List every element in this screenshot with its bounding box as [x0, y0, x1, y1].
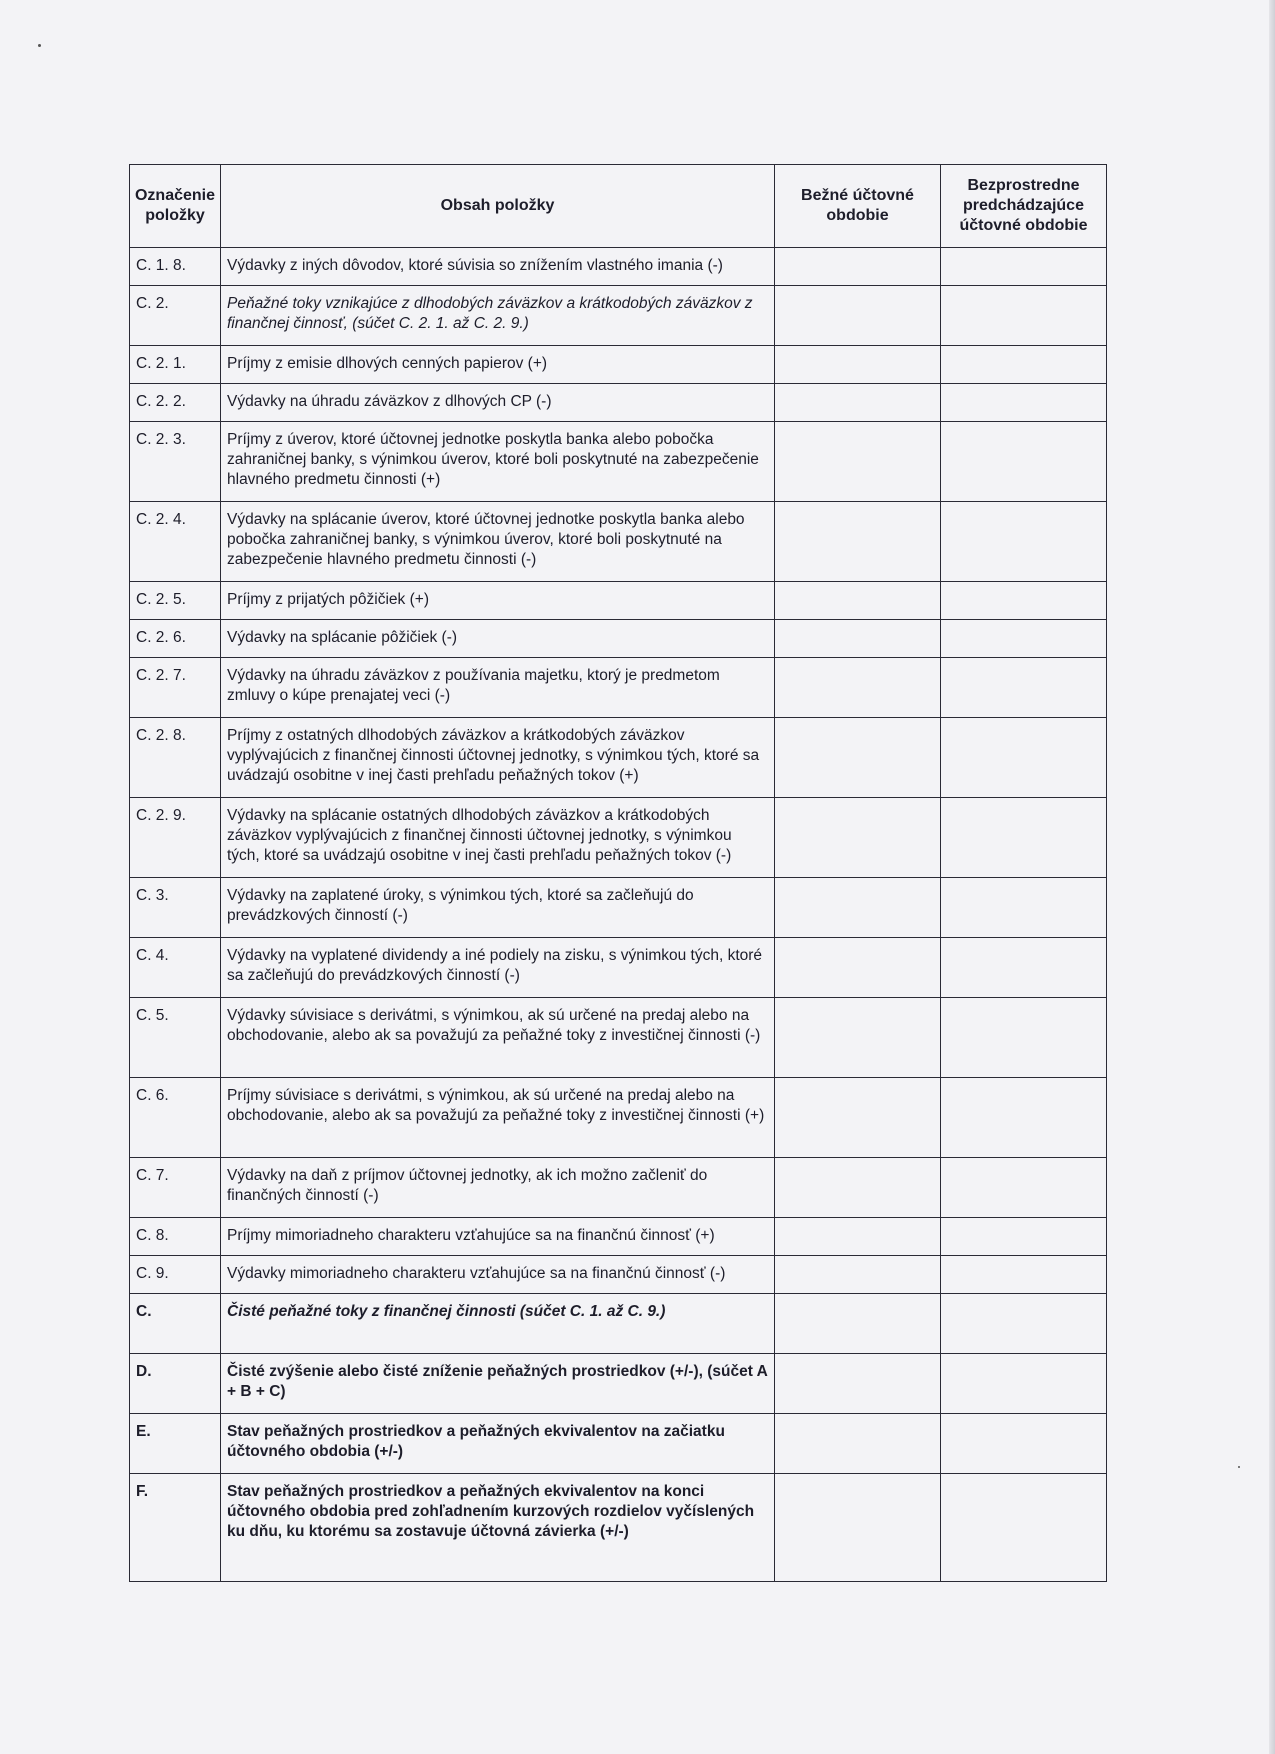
cash-flow-table	[129, 164, 1107, 1582]
header-previous-period: Bezprostredne predchádzajúce účtovné obdobie	[941, 165, 1107, 248]
table-row	[130, 286, 1107, 346]
row-code: F.	[130, 1474, 221, 1582]
row-content: Príjmy mimoriadneho charakteru vzťahujúce sa na finančnú činnosť (+)	[221, 1218, 775, 1256]
row-code: C. 8.	[130, 1218, 221, 1256]
table-row	[130, 718, 1107, 798]
row-code: C. 4.	[130, 938, 221, 998]
header-current-period: Bežné účtovné obdobie	[775, 165, 941, 248]
current-period-cell	[775, 658, 941, 718]
previous-period-cell	[941, 798, 1107, 878]
table-row	[130, 248, 1107, 286]
previous-period-cell	[941, 286, 1107, 346]
table-row	[130, 1414, 1107, 1474]
previous-period-cell	[941, 998, 1107, 1078]
row-content: Výdavky na splácanie úverov, ktoré účtovnej jednotke poskytla banka alebo pobočka zahraničnej banky, s výnimkou úverov, ktoré boli poskytnuté na zabezpečenie hlavného predmetu činnosti (-)	[221, 502, 775, 582]
table-row	[130, 938, 1107, 998]
table-row	[130, 620, 1107, 658]
row-code: C. 5.	[130, 998, 221, 1078]
table-row	[130, 1474, 1107, 1582]
previous-period-cell	[941, 1414, 1107, 1474]
previous-period-cell	[941, 346, 1107, 384]
table-row	[130, 878, 1107, 938]
current-period-cell	[775, 938, 941, 998]
table-row	[130, 798, 1107, 878]
previous-period-cell	[941, 422, 1107, 502]
previous-period-cell	[941, 502, 1107, 582]
current-period-cell	[775, 998, 941, 1078]
row-code: C. 2. 1.	[130, 346, 221, 384]
table-row	[130, 582, 1107, 620]
row-content: Príjmy z ostatných dlhodobých záväzkov a krátkodobých záväzkov vyplývajúcich z finančnej činnosti účtovnej jednotky, s výnimkou tých, ktoré sa uvádzajú osobitne v inej časti prehľadu peňažných tokov (+)	[221, 718, 775, 798]
current-period-cell	[775, 346, 941, 384]
previous-period-cell	[941, 1078, 1107, 1158]
row-content: Príjmy z úverov, ktoré účtovnej jednotke poskytla banka alebo pobočka zahraničnej banky, s výnimkou úverov, ktoré boli poskytnuté na zabezpečenie hlavného predmetu činnosti (+)	[221, 422, 775, 502]
row-content: Príjmy súvisiace s derivátmi, s výnimkou, ak sú určené na predaj alebo na obchodovanie, alebo ak sa považujú za peňažné toky z investičnej činnosti (+)	[221, 1078, 775, 1158]
current-period-cell	[775, 1078, 941, 1158]
row-content: Výdavky na úhradu záväzkov z používania majetku, ktorý je predmetom zmluvy o kúpe prenajatej veci (-)	[221, 658, 775, 718]
row-content: Stav peňažných prostriedkov a peňažných ekvivalentov na konci účtovného obdobia pred zohľadnením kurzových rozdielov vyčíslených ku dňu, ku ktorému sa zostavuje účtovná závierka (+/-)	[221, 1474, 775, 1582]
row-code: C. 9.	[130, 1256, 221, 1294]
page-edge-shadow	[1269, 0, 1275, 1754]
row-content: Výdavky na daň z príjmov účtovnej jednotky, ak ich možno začleniť do finančných činností (-)	[221, 1158, 775, 1218]
previous-period-cell	[941, 248, 1107, 286]
row-code: C. 2.	[130, 286, 221, 346]
previous-period-cell	[941, 582, 1107, 620]
previous-period-cell	[941, 620, 1107, 658]
previous-period-cell	[941, 938, 1107, 998]
table-row	[130, 1354, 1107, 1414]
scan-speck	[1238, 1466, 1240, 1468]
header-code: Označenie položky	[130, 165, 221, 248]
current-period-cell	[775, 286, 941, 346]
current-period-cell	[775, 422, 941, 502]
table-row	[130, 658, 1107, 718]
table-row	[130, 998, 1107, 1078]
table-row	[130, 1256, 1107, 1294]
previous-period-cell	[941, 384, 1107, 422]
row-code: C. 2. 9.	[130, 798, 221, 878]
table-row	[130, 1078, 1107, 1158]
table-row	[130, 1218, 1107, 1256]
row-code: C. 2. 3.	[130, 422, 221, 502]
current-period-cell	[775, 1474, 941, 1582]
previous-period-cell	[941, 1354, 1107, 1414]
current-period-cell	[775, 878, 941, 938]
current-period-cell	[775, 1158, 941, 1218]
current-period-cell	[775, 248, 941, 286]
table-header-row	[130, 165, 1107, 248]
current-period-cell	[775, 1354, 941, 1414]
table-row	[130, 422, 1107, 502]
current-period-cell	[775, 384, 941, 422]
row-code: D.	[130, 1354, 221, 1414]
row-content: Stav peňažných prostriedkov a peňažných ekvivalentov na začiatku účtovného obdobia (+/-)	[221, 1414, 775, 1474]
row-content: Príjmy z emisie dlhových cenných papierov (+)	[221, 346, 775, 384]
table-row	[130, 1158, 1107, 1218]
header-content: Obsah položky	[221, 165, 775, 248]
row-content: Výdavky mimoriadneho charakteru vzťahujúce sa na finančnú činnosť (-)	[221, 1256, 775, 1294]
row-content: Výdavky na zaplatené úroky, s výnimkou tých, ktoré sa začleňujú do prevádzkových činností (-)	[221, 878, 775, 938]
row-content: Výdavky na splácanie pôžičiek (-)	[221, 620, 775, 658]
row-code: C. 7.	[130, 1158, 221, 1218]
previous-period-cell	[941, 1294, 1107, 1354]
current-period-cell	[775, 620, 941, 658]
row-code: C. 1. 8.	[130, 248, 221, 286]
previous-period-cell	[941, 878, 1107, 938]
row-content: Výdavky na vyplatené dividendy a iné podiely na zisku, s výnimkou tých, ktoré sa začleňujú do prevádzkových činností (-)	[221, 938, 775, 998]
current-period-cell	[775, 582, 941, 620]
row-content: Výdavky na splácanie ostatných dlhodobých záväzkov a krátkodobých záväzkov vyplývajúcich z finančnej činnosti účtovnej jednotky, s výnimkou tých, ktoré sa uvádzajú osobitne v inej časti prehľadu peňažných tokov (-)	[221, 798, 775, 878]
previous-period-cell	[941, 1256, 1107, 1294]
current-period-cell	[775, 1294, 941, 1354]
row-code: C. 3.	[130, 878, 221, 938]
row-content: Peňažné toky vznikajúce z dlhodobých záväzkov a krátkodobých záväzkov z finančnej činnosť, (súčet C. 2. 1. až C. 2. 9.)	[221, 286, 775, 346]
current-period-cell	[775, 1414, 941, 1474]
row-content: Výdavky z iných dôvodov, ktoré súvisia so znížením vlastného imania (-)	[221, 248, 775, 286]
row-code: C. 2. 7.	[130, 658, 221, 718]
row-content: Výdavky na úhradu záväzkov z dlhových CP (-)	[221, 384, 775, 422]
current-period-cell	[775, 1256, 941, 1294]
row-code: C. 2. 5.	[130, 582, 221, 620]
row-content: Výdavky súvisiace s derivátmi, s výnimkou, ak sú určené na predaj alebo na obchodovanie, alebo ak sa považujú za peňažné toky z investičnej činnosti (-)	[221, 998, 775, 1078]
row-content: Príjmy z prijatých pôžičiek (+)	[221, 582, 775, 620]
current-period-cell	[775, 798, 941, 878]
table-row	[130, 1294, 1107, 1354]
row-code: C.	[130, 1294, 221, 1354]
row-code: C. 2. 2.	[130, 384, 221, 422]
scan-speck	[38, 44, 41, 47]
row-content: Čisté zvýšenie alebo čisté zníženie peňažných prostriedkov (+/-), (súčet A + B + C)	[221, 1354, 775, 1414]
previous-period-cell	[941, 718, 1107, 798]
row-code: C. 2. 8.	[130, 718, 221, 798]
row-code: C. 2. 4.	[130, 502, 221, 582]
current-period-cell	[775, 1218, 941, 1256]
table-row	[130, 384, 1107, 422]
current-period-cell	[775, 718, 941, 798]
current-period-cell	[775, 502, 941, 582]
previous-period-cell	[941, 658, 1107, 718]
previous-period-cell	[941, 1474, 1107, 1582]
row-content: Čisté peňažné toky z finančnej činnosti (súčet C. 1. až C. 9.)	[221, 1294, 775, 1354]
previous-period-cell	[941, 1158, 1107, 1218]
row-code: C. 2. 6.	[130, 620, 221, 658]
table-row	[130, 502, 1107, 582]
row-code: E.	[130, 1414, 221, 1474]
previous-period-cell	[941, 1218, 1107, 1256]
row-code: C. 6.	[130, 1078, 221, 1158]
table-row	[130, 346, 1107, 384]
